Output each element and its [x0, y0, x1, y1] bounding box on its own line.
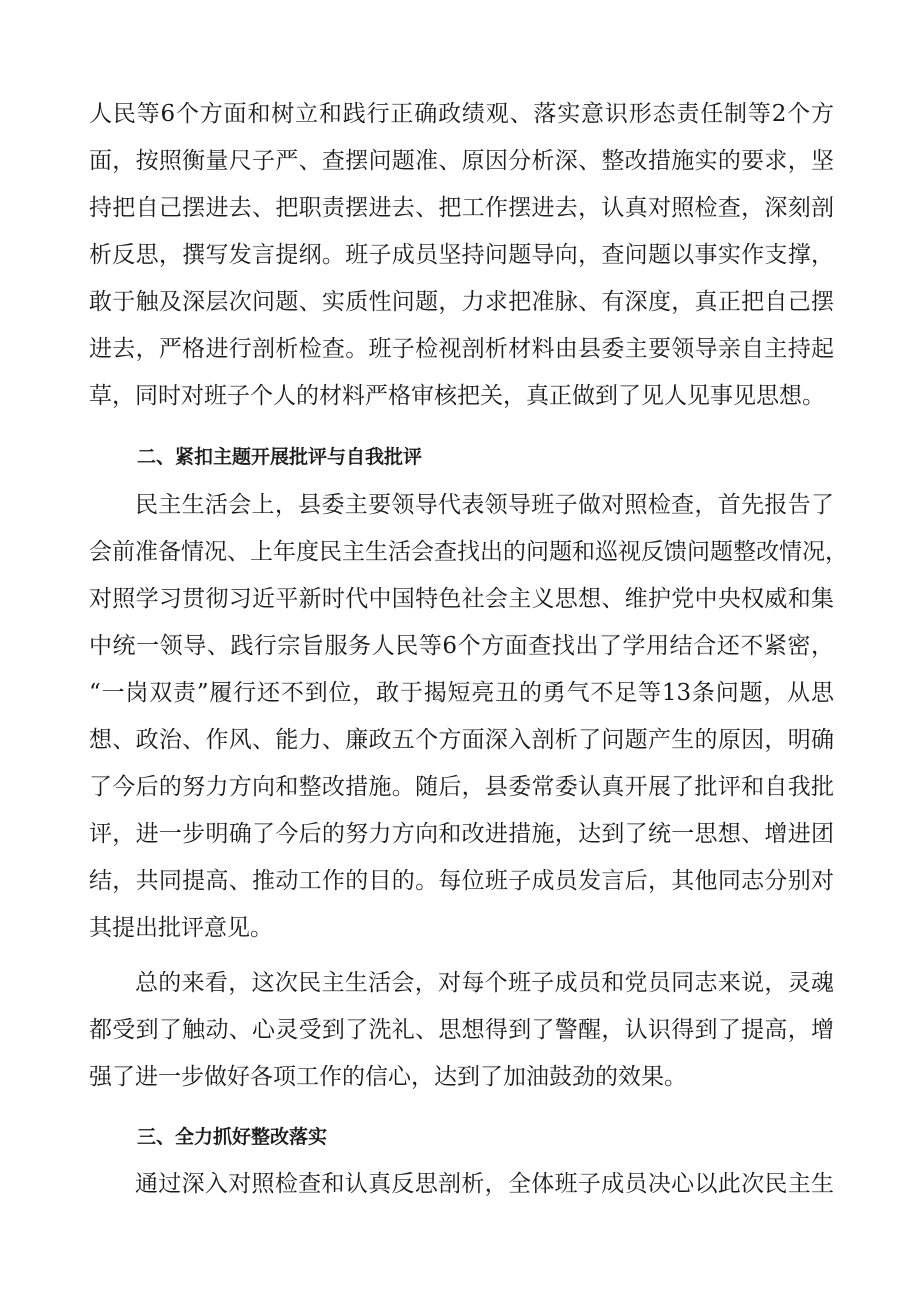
- paragraph-line: 总的来看，这次民主生活会，对每个班子成员和党员同志来说，灵魂: [135, 970, 834, 996]
- section-heading-2: 二、紧扣主题开展批评与自我批评: [137, 446, 423, 468]
- paragraph-line: 了今后的努力方向和整改措施。随后，县委常委认真开展了批评和自我批: [89, 774, 834, 800]
- paragraph-line: 持把自己摆进去、把职责摆进去、把工作摆进去，认真对照检查，深刻剖: [89, 195, 834, 221]
- paragraph-line: 对照学习贯彻习近平新时代中国特色社会主义思想、维护党中央权威和集: [89, 586, 834, 612]
- paragraph-line: 人民等6个方面和树立和践行正确政绩观、落实意识形态责任制等2个方: [89, 101, 834, 127]
- paragraph-line: 敢于触及深层次问题、实质性问题，力求把准脉、有深度，真正把自己摆: [89, 289, 834, 315]
- paragraph-line: 通过深入对照检查和认真反思剖析，全体班子成员决心以此次民主生: [135, 1171, 834, 1197]
- paragraph-line: 进去，严格进行剖析检查。班子检视剖析材料由县委主要领导亲自主持起: [89, 336, 834, 362]
- paragraph-line: “一岗双责”履行还不到位，敢于揭短亮丑的勇气不足等13条问题，从思: [89, 680, 834, 706]
- paragraph-line: 析反思，撰写发言提纲。班子成员坚持问题导向，查问题以事实作支撑，: [89, 242, 834, 268]
- paragraph-line: 结，共同提高、推动工作的目的。每位班子成员发言后，其他同志分别对: [89, 868, 834, 894]
- paragraph-line: 面，按照衡量尺子严、查摆问题准、原因分析深、整改措施实的要求，坚: [89, 148, 834, 174]
- paragraph-line: 中统一领导、践行宗旨服务人民等6个方面查找出了学用结合还不紧密，: [89, 633, 834, 659]
- paragraph-line: 想、政治、作风、能力、廉政五个方面深入剖析了问题产生的原因，明确: [89, 727, 834, 753]
- paragraph-line: 草，同时对班子个人的材料严格审核把关，真正做到了见人见事见思想。: [89, 383, 825, 409]
- paragraph-line: 强了进一步做好各项工作的信心，达到了加油鼓劲的效果。: [89, 1064, 687, 1090]
- paragraph-line: 其提出批评意见。: [89, 915, 273, 941]
- paragraph-line: 评，进一步明确了今后的努力方向和改进措施，达到了统一思想、增进团: [89, 821, 834, 847]
- paragraph-line: 会前准备情况、上年度民主生活会查找出的问题和巡视反馈问题整改情况，: [89, 539, 848, 565]
- section-heading-3: 三、全力抓好整改落实: [137, 1126, 328, 1148]
- paragraph-line: 民主生活会上，县委主要领导代表领导班子做对照检查，首先报告了: [135, 492, 834, 518]
- paragraph-line: 都受到了触动、心灵受到了洗礼、思想得到了警醒，认识得到了提高，增: [89, 1017, 834, 1043]
